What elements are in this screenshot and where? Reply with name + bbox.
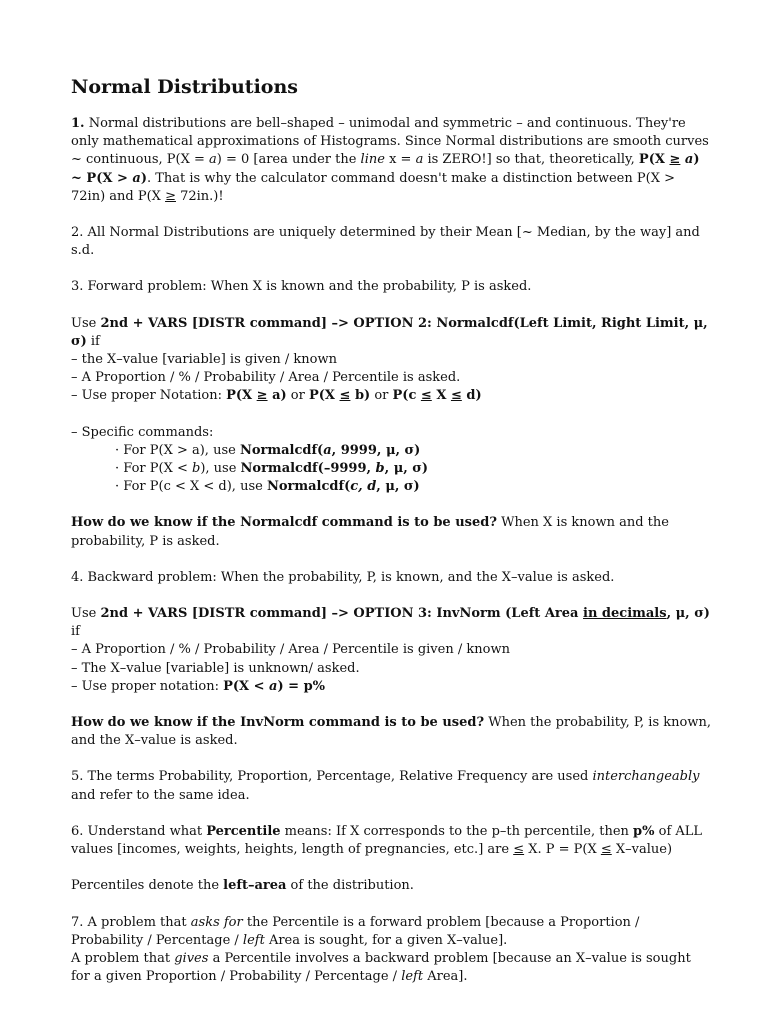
use2-line: – The X–value [variable] is unknown/ asked. [71, 660, 360, 676]
use2-part: 2nd + VARS [DISTR command] –> OPTION 3: InvNorm (Left Area [100, 606, 583, 622]
specific-commands-heading: – Specific commands: [71, 424, 214, 440]
p1-text: Normal distributions are bell–shaped – unimodal and symmetric – and continuous. They're only mathematical approximations of Histograms. Since Normal distributions are smooth curves ~ continuous, P(X = [71, 116, 709, 168]
notation-part: d) [461, 388, 482, 404]
notation-part: P(X [226, 388, 257, 404]
use-invnorm [71, 605, 711, 641]
use1-line: – the X–value [variable] is given / known [71, 352, 337, 368]
use2-command [100, 606, 709, 621]
cmd-part: Normalcdf( [240, 461, 324, 477]
le-symbol: ≤ [600, 842, 612, 858]
p1-text: 72in.)! [175, 188, 224, 204]
p7-text: Area is sought, for a given X–value]. [264, 932, 508, 948]
le-symbol: ≤ [420, 388, 432, 404]
cmd-text: · For P(X > a), use [115, 442, 240, 458]
use2-pre: Use [71, 606, 101, 622]
p1-text: x = [384, 152, 416, 168]
p1-expr-part: ) ~ P(X > [71, 152, 700, 186]
notation-label: – Use proper notation: [71, 678, 224, 694]
p6-text: X–value) [611, 842, 673, 858]
use1-command: 2nd + VARS [DISTR command] –> OPTION 2: Normalcdf(Left Limit, Right Limit, μ, σ) [71, 315, 708, 349]
paragraph-3: 3. Forward problem: When X is known and the probability, P is asked. [71, 279, 532, 295]
p1-ge-symbol: ≥ [165, 188, 176, 204]
p6-text: of ALL values [incomes, weights, heights, length of pregnancies, etc.] are [71, 823, 703, 858]
notation-or: or [370, 388, 393, 404]
use2-notation [71, 678, 711, 696]
cmd-text: ), use [200, 461, 241, 477]
p7-text: A problem that [71, 950, 175, 966]
cmd-var: b [375, 461, 385, 477]
p1-number: 1. [71, 116, 85, 131]
cmd-part: –9999, [323, 461, 376, 477]
paragraph-1 [71, 115, 711, 206]
specific-command-3 [71, 478, 711, 496]
use1-line: – A Proportion / % / Probability / Area / Percentile is asked. [71, 370, 461, 386]
p7-text: the Percentile is a forward problem [because a Proportion / Probability / Percentage / [71, 914, 640, 948]
use1-notation [71, 387, 711, 405]
p6-text: means: If X corresponds to the p–th percentile, then [280, 823, 634, 839]
pct-bold: left–area [223, 878, 287, 894]
le-symbol: ≤ [339, 388, 351, 404]
notation-part: a) [267, 388, 287, 404]
p6-text: 6. Understand what [71, 823, 207, 839]
notation-part: b) [350, 388, 371, 404]
p5-italic: interchangeably [592, 769, 700, 785]
cmd-part: , 9999, μ, σ) [331, 442, 421, 458]
p7-italic: asks for [190, 914, 243, 930]
notation-or: or [286, 388, 309, 404]
paragraph-7 [71, 914, 711, 950]
use2-post: if [71, 624, 80, 640]
document-page [71, 76, 711, 986]
cmd-expr [240, 443, 420, 458]
p5-text: and refer to the same idea. [71, 787, 250, 803]
notation-label: – Use proper Notation: [71, 388, 227, 404]
use1-pre: Use [71, 315, 101, 331]
paragraph-7b [71, 950, 711, 986]
use-normalcdf [71, 315, 711, 351]
cmd-part: , μ, σ) [384, 461, 428, 477]
p1-text: . That is why the calculator command doesn't make a distinction between P(X > 72in) and P(X [71, 170, 675, 204]
notation-var: a [269, 678, 278, 694]
p1-a: a [209, 152, 217, 168]
paragraph-2: 2. All Normal Distributions are uniquely determined by their Mean [~ Median, by the way] and s.d. [71, 225, 700, 259]
p1-line-word: line [360, 152, 385, 168]
p6-text: X. P = P(X [524, 842, 601, 858]
notation-part: P(X < [223, 678, 270, 694]
ge-symbol: ≥ [256, 388, 268, 404]
p1-a: a [415, 152, 424, 168]
notation-expr [309, 388, 370, 403]
question-normalcdf [71, 514, 711, 550]
notation-expr [223, 679, 325, 694]
question-text: How do we know if the InvNorm command is to be used? [71, 715, 485, 731]
le-symbol: ≤ [450, 388, 462, 404]
specific-command-1 [71, 442, 711, 460]
paragraph-4: 4. Backward problem: When the probability, P, is known, and the X–value is asked. [71, 569, 615, 585]
cmd-part: Normalcdf( [266, 479, 351, 495]
p1-text: ) = 0 [area under the [216, 152, 361, 168]
cmd-var: b [191, 461, 201, 477]
cmd-text: · For P(c < X < d), use [115, 479, 267, 495]
p1-ge-symbol: ≥ [669, 152, 681, 168]
notation-part: ) = p% [277, 678, 326, 694]
p6-bold: Percentile [206, 823, 281, 839]
p7-text: Area]. [423, 969, 468, 985]
p7-italic: left [401, 969, 424, 985]
p1-expr-part: ) [140, 170, 147, 186]
cmd-part: Normalcdf( [239, 442, 324, 458]
p6-bold: p% [633, 823, 655, 839]
question-invnorm [71, 714, 711, 750]
cmd-expr [241, 461, 428, 476]
p7-italic: gives [174, 950, 209, 966]
p7-italic: left [242, 932, 265, 948]
p7-text: 7. A problem that [71, 914, 191, 930]
use2-underlined: in decimals [583, 606, 667, 622]
answer-text: When X is known and the probability, P is asked. [71, 515, 669, 549]
use2-line: – A Proportion / % / Probability / Area / Percentile is given / known [71, 642, 510, 658]
cmd-var: c, d [350, 479, 377, 495]
specific-command-2 [71, 460, 711, 478]
percentiles-note [71, 877, 711, 895]
p1-expr-part: P(X [638, 152, 670, 168]
answer-text: When the probability, P, is known, and the X–value is asked. [71, 715, 711, 749]
cmd-part: , μ, σ) [376, 479, 420, 495]
use2-part: , μ, σ) [666, 606, 710, 622]
use1-post: if [86, 333, 100, 349]
cmd-var: a [323, 442, 332, 458]
paragraph-6 [71, 823, 711, 859]
notation-expr [393, 388, 482, 403]
p1-text: is ZERO!] so that, theoretically, [423, 152, 639, 168]
p5-text: 5. The terms Probability, Proportion, Percentage, Relative Frequency are used [71, 769, 593, 785]
p1-a: a [132, 170, 141, 186]
pct-text: Percentiles denote the [71, 878, 224, 894]
paragraph-5 [71, 768, 711, 804]
le-symbol: ≤ [513, 842, 525, 858]
page-title: Normal Distributions [71, 76, 298, 98]
pct-text: of the distribution. [286, 878, 414, 894]
notation-expr [226, 388, 287, 403]
notation-part: P(c [392, 388, 421, 404]
cmd-expr [267, 479, 420, 494]
p7-text: a Percentile involves a backward problem [because an X–value is sought for a given Proportion / Probability / Percentage / [71, 950, 691, 985]
cmd-text: · For P(X < [115, 461, 192, 477]
p1-a: a [684, 152, 694, 168]
notation-part: X [431, 388, 451, 404]
question-text: How do we know if the Normalcdf command is to be used? [71, 515, 497, 531]
notation-part: P(X [308, 388, 340, 404]
